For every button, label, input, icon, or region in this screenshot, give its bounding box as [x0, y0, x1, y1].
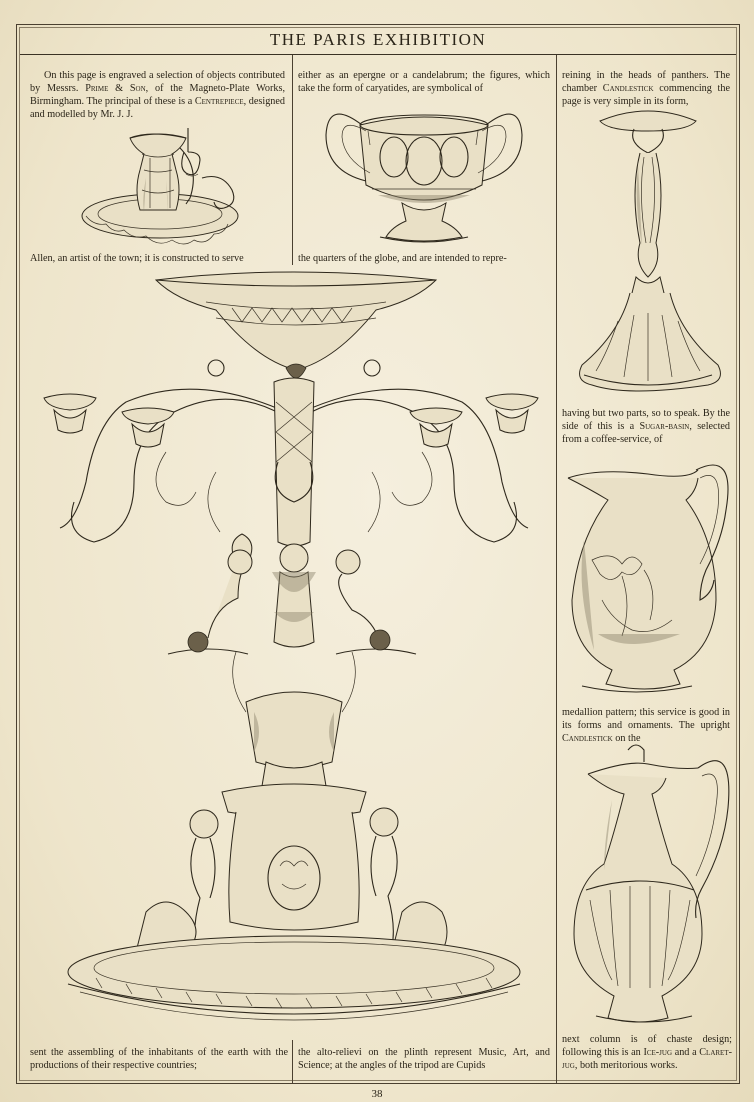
bottom-left-text: sent the assembling of the inhabitants of the earth with the productions of their respective countries; — [30, 1047, 288, 1071]
sugar-basin-illustration — [322, 95, 527, 250]
col3-mid-text-2: medallion pattern; this service is good in its forms and ornaments. The upright Candlestick on the — [562, 707, 730, 744]
centrepiece-candelabrum-illustration — [36, 272, 548, 1032]
column-rule-1-top — [292, 55, 293, 265]
col2-top-text: either as an epergne or a candelabrum; the figures, which take the form of caryatides, are symbolical of — [298, 70, 550, 94]
header-rule — [20, 54, 736, 55]
column-rule-1-bottom — [292, 1040, 293, 1083]
col1-top-text: On this page is engraved a selection of objects contributed by Messrs. Prime & Son, of the Magneto-Plate Works, Birmingham. The principal of these is a Centrepiece, designed and modelled by Mr. J. J. — [30, 70, 285, 120]
col3-top-text: reining in the heads of panthers. The chamber Candlestick commencing the page is very simple in its form, — [562, 70, 730, 107]
page-title: THE PARIS EXHIBITION — [269, 30, 487, 49]
claret-jug-illustration — [568, 740, 733, 1032]
col2-mid-line: the quarters of the globe, and are intended to repre- — [298, 253, 507, 264]
chamber-candlestick-illustration — [80, 118, 245, 250]
page-number: 38 — [371, 1088, 383, 1100]
bottom-mid-text: the alto-relievi on the plinth represent Music, Art, and Science; at the angles of the tripod are Cupids — [298, 1047, 550, 1071]
col3-mid-text-1: having but two parts, so to speak. By the side of this is a Sugar-basin, selected from a coffee-service, of — [562, 408, 731, 445]
column-rule-2 — [556, 55, 557, 1083]
coffee-service-jug-illustration — [562, 450, 732, 698]
col3-bottom-text: next column is of chaste design; following this is an Ice-jug and a Claret-jug, both meritorious works. — [562, 1034, 733, 1071]
tall-candlestick-illustration — [578, 105, 718, 403]
col1-mid-line: Allen, an artist of the town; it is constructed to serve — [30, 253, 244, 264]
